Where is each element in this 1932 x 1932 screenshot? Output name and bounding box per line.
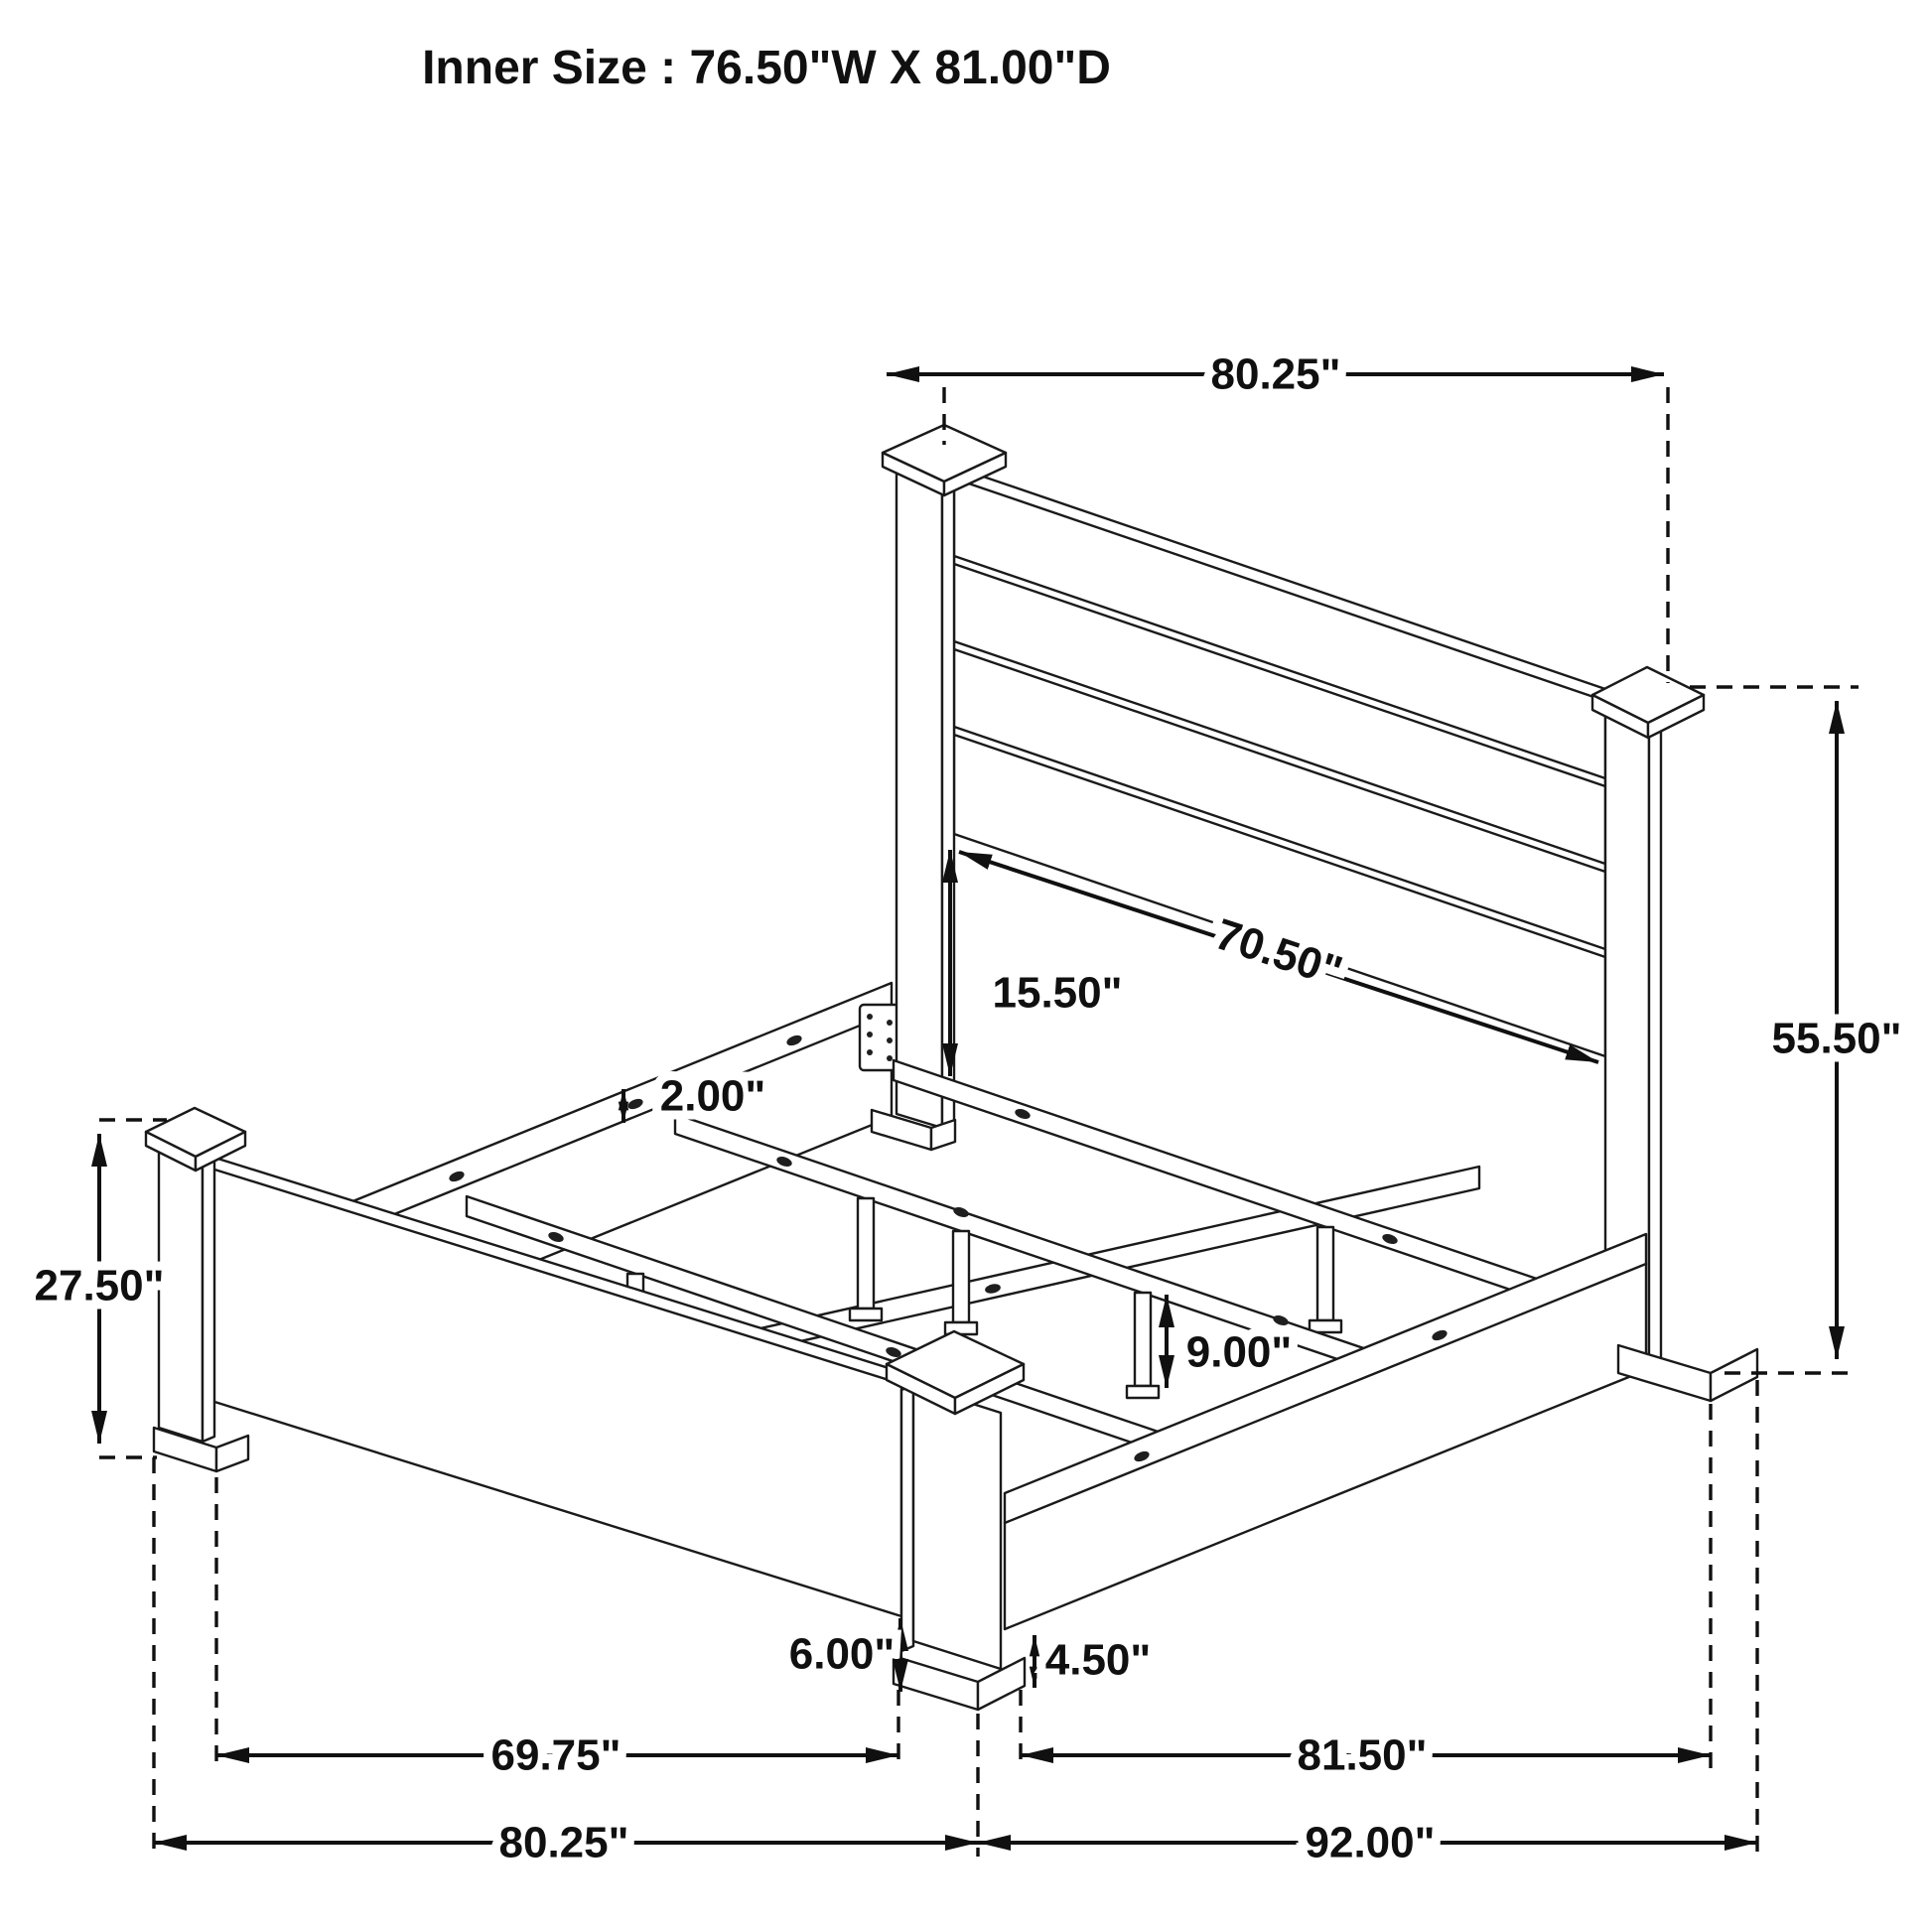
dim-footboard-height — [35, 1120, 167, 1457]
dim-headboard-height — [1690, 687, 1901, 1373]
bracket-hole — [867, 1032, 873, 1037]
bracket-hole — [887, 1055, 893, 1061]
bracket-hole — [867, 1014, 873, 1020]
slat-leg — [1317, 1227, 1333, 1320]
dimension-label: 15.50" — [992, 968, 1123, 1018]
dim-footboard-overall-width — [154, 1819, 978, 1867]
dimension-label: 55.50" — [1771, 1014, 1902, 1063]
slat-leg-foot — [1127, 1386, 1159, 1398]
dimension-label: 27.50" — [34, 1261, 165, 1311]
dim-footboard-clearance — [789, 1618, 900, 1692]
dimension-label: 2.00" — [659, 1071, 766, 1121]
dim-footboard-width — [216, 1731, 898, 1780]
dimension-label: 81.50" — [1297, 1730, 1428, 1780]
bracket-hole — [887, 1020, 893, 1026]
dimension-label: 80.25" — [498, 1818, 629, 1867]
bracket-hole — [867, 1049, 873, 1055]
dim-overall-depth — [978, 1819, 1757, 1867]
post-side-face — [901, 1385, 913, 1651]
dimension-label: 92.00" — [1305, 1818, 1436, 1867]
post-front-face — [897, 470, 942, 1128]
slat-leg — [858, 1198, 874, 1309]
bracket-hole — [887, 1037, 893, 1043]
post-side-face — [203, 1154, 214, 1442]
dimension-label: 6.00" — [788, 1629, 896, 1679]
slat-leg — [953, 1231, 969, 1322]
slat-leg-foot — [850, 1309, 882, 1320]
post-base — [1618, 1345, 1711, 1401]
post-side-face — [1649, 721, 1661, 1364]
dimension-label: 69.75" — [490, 1730, 621, 1780]
post-front-face — [913, 1385, 1001, 1669]
slat-leg — [1135, 1293, 1151, 1386]
post-base — [216, 1436, 248, 1471]
post-base — [1711, 1349, 1757, 1401]
dim-rail-clearance — [1035, 1635, 1151, 1688]
dimension-label: 4.50" — [1044, 1635, 1152, 1685]
dimension-label: 80.25" — [1210, 349, 1341, 399]
post-front-face — [159, 1145, 203, 1442]
diagram-title: Inner Size : 76.50"W X 81.00"D — [422, 42, 1111, 94]
dim-side-rail-length — [1021, 1731, 1711, 1780]
post-base — [894, 1656, 978, 1710]
dimension-label: 70.50" — [1209, 909, 1348, 997]
dimension-label: 9.00" — [1185, 1327, 1293, 1377]
